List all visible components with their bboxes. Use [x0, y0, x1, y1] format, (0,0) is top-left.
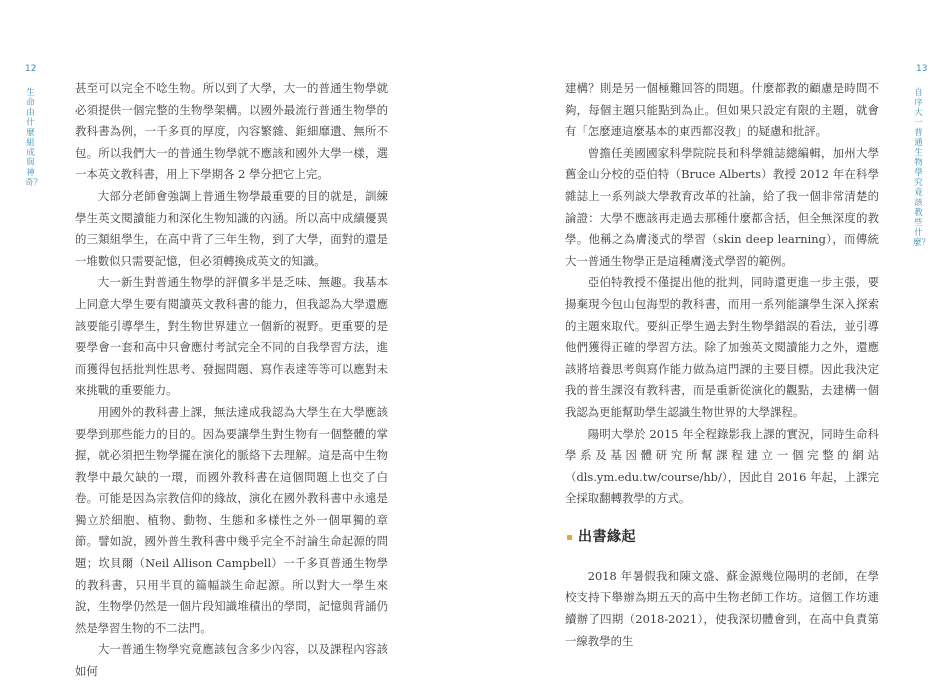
running-title-right: 自序 大一普通生物學究竟該教些什麼？: [913, 88, 932, 248]
heading-bullet-icon: [567, 535, 572, 540]
page-number-right: 13: [916, 64, 928, 74]
running-title-left: 生命由什麼組成與神奇？: [25, 88, 43, 188]
section-heading-text: 出書緣起: [578, 529, 636, 546]
left-page-body: [75, 78, 388, 683]
page-number-left: 12: [25, 64, 37, 74]
left-paragraph-2: 大部分老師會強調上普通生物學最重要的目的就是，訓練學生英文閱讀能力和深化生物知識的內涵。所以高中成績優異的三類組學生，在高中背了三年生物，到了大學，面對的還是一堆數似只需要記憶，但必須轉換成英文的知識。: [75, 188, 388, 268]
section-heading: [565, 516, 879, 560]
left-paragraph-3: 大一新生對普通生物學的評價多半是乏味、無趣。我基本上同意大學生要有閱讀英文教科書的能力，但我認為大學還應該要能引導學生，對生物世界建立一個新的視野。更重要的是要學會一套和高中只會應付考試完全不同的自我學習方法，進而獲得包括批判性思考、發掘問題、寫作表達等等可以應對未來挑戰的重要能力。: [75, 275, 388, 398]
left-paragraph-1: 甚至可以完全不唸生物。所以到了大學，大一的普通生物學就必須提供一個完整的生物學架構。以國外最流行普通生物學的教科書為例，一千多頁的厚度，內容繁雜、鉅細靡遺、無所不包。所以我們大一的普通生物學就不應該和國外大學一樣，選一本英文教科書，用上下學期各 2 學分把它上完。: [75, 81, 388, 182]
left-paragraph-5: 大一普通生物學究竟應該包含多少內容，以及課程內容該如何: [75, 642, 388, 679]
left-paragraph-4: 用國外的教科書上課，無法達成我認為大學生在大學應該要學到那些能力的目的。因為要讓學生對生物有一個整體的掌握，就必須把生物學擺在演化的脈絡下去理解。這是高中生物教學中最欠缺的一環，而國外教科書在這個問題上也交了白卷。可能是因為宗教信仰的緣故，演化在國外教科書中永遠是獨立於細胞、植物、動物、生態和多樣性之外一個單獨的章節。譬如說，國外普生教科書中幾乎完全不討論生命起源的問題；坎貝爾（Neil Allison Campbell）一千多頁普通生物學的教科書，只用半頁的篇幅談生命起源。所以對大一學生來說，生物學仍然是一個片段知識堆積出的學問，記憶與背誦仍然是學習生物的不二法門。: [75, 404, 388, 635]
right-paragraph-1: 建構？則是另一個極難回答的問題。什麼都教的顧慮是時間不夠，每個主題只能點到為止。但如果只設定有限的主題，就會有「怎麼連這麼基本的東西都沒教」的疑慮和批評。: [565, 81, 879, 139]
right-page-body: [565, 78, 879, 652]
right-paragraph-4: 陽明大學於 2015 年全程錄影我上課的實況，同時生命科學系及基因體研究所幫課程建立一個完整的網站（dls.ym.edu.tw/course/hb/），因此自 2016 年起，上課完全採取翻轉教學的方式。: [565, 426, 879, 506]
right-paragraph-5: 2018 年暑假我和陳文盛、蘇金源幾位陽明的老師，在學校支持下舉辦為期五天的高中生物老師工作坊。這個工作坊連續辦了四期（2018-2021），使我深切體會到，在高中負責第一線教學的生: [565, 568, 879, 648]
right-paragraph-3: 亞伯特教授不僅提出他的批判，同時還更進一步主張，要揚棄現今包山包海型的教科書，而用一系列能讓學生深入探索的主題來取代。要糾正學生過去對生物學錯誤的看法，並引導他們獲得正確的學習方法。除了加強英文閱讀能力之外，還應該將培養思考與寫作能力做為這門課的主要目標。因此我決定我的普生課沒有教科書，而是重新從演化的觀點，去建構一個我認為更能幫助學生認識生物世界的大學課程。: [565, 275, 879, 419]
right-paragraph-2: 曾擔任美國國家科學院院長和科學雜誌總編輯，加州大學舊金山分校的亞伯特（Bruce Alberts）教授 2012 年在科學雜誌上一系列談大學教育改革的社論，給了我一個非常清楚的論證：大學不應該再走過去那種什麼都含括，但全無深度的教學。他稱之為膚淺式的學習（skin deep learning），而傳統大一普通生物學正是這種膚淺式學習的範例。: [565, 145, 879, 268]
